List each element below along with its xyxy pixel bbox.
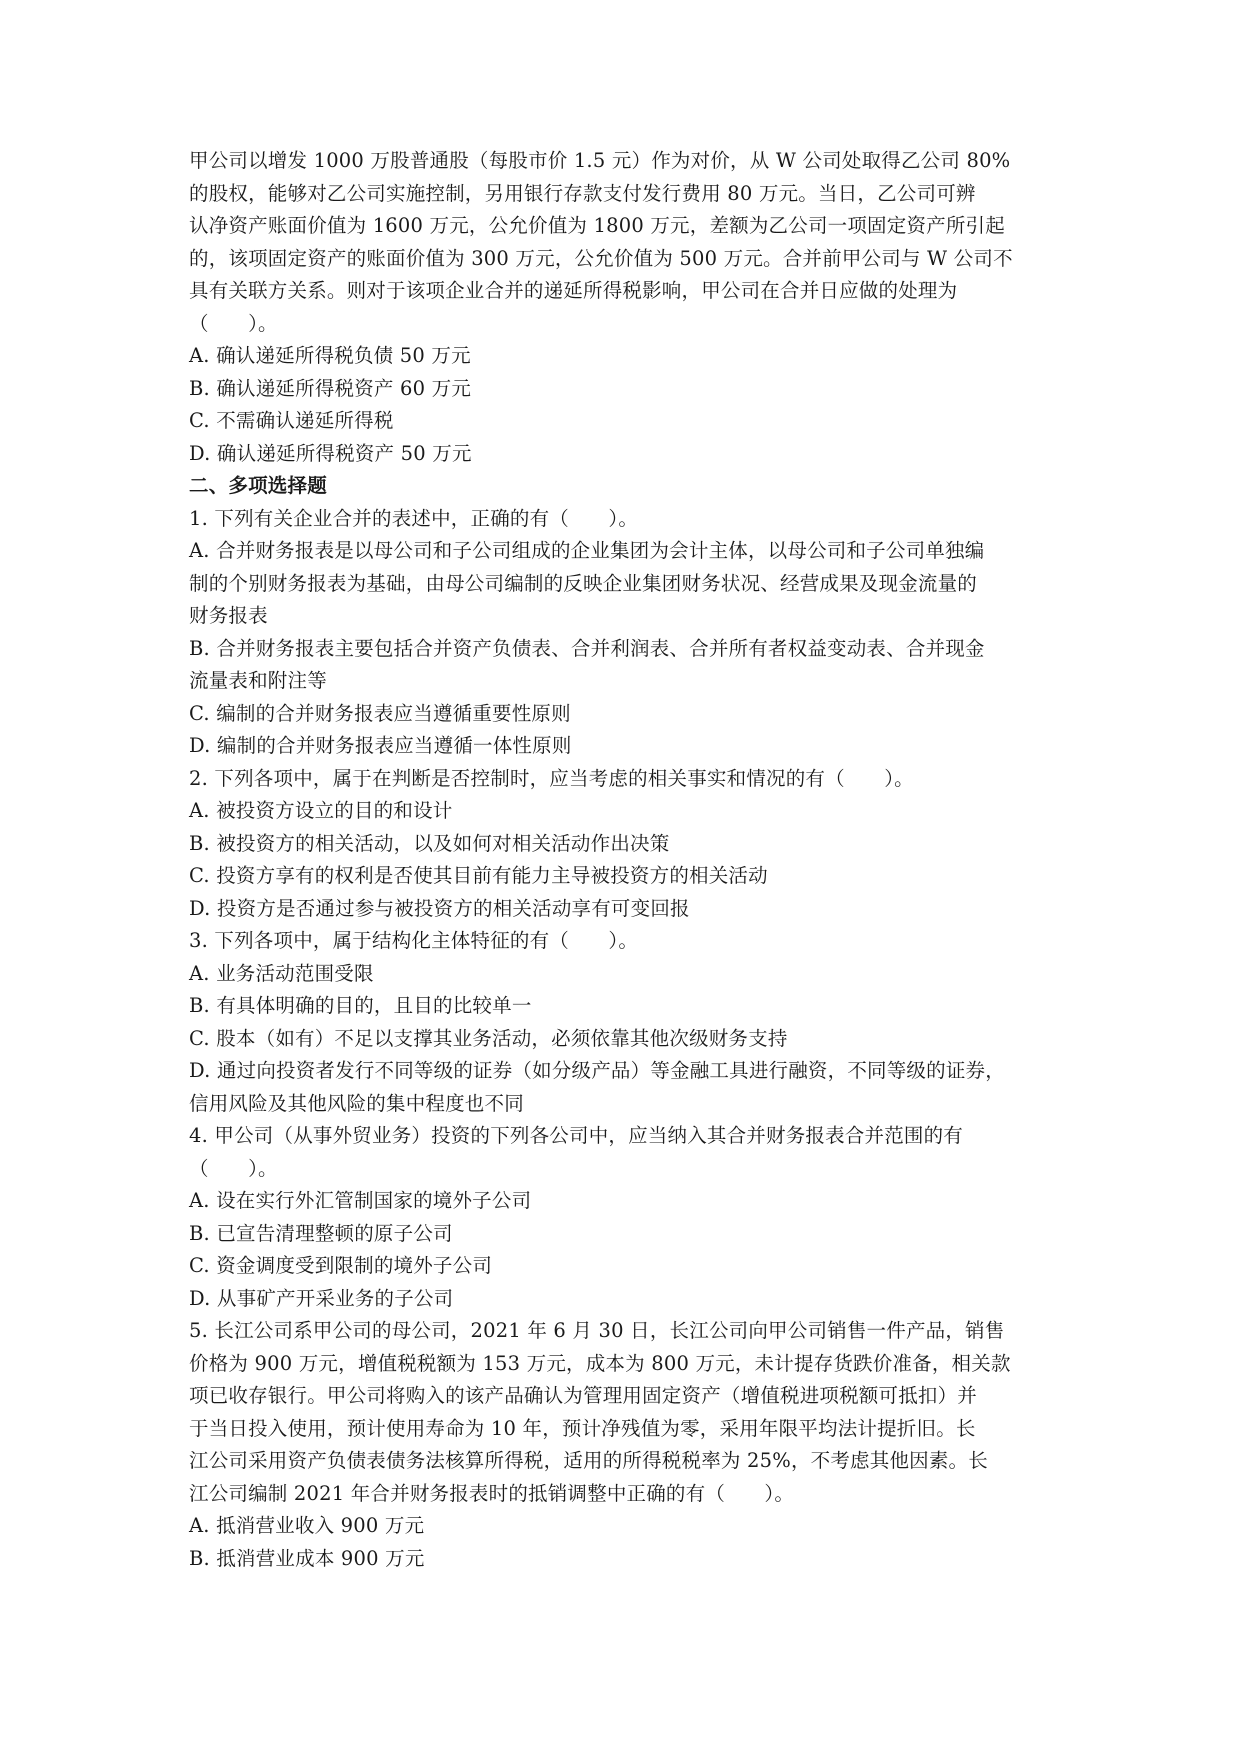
option-d: D. 通过向投资者发行不同等级的证券（如分级产品）等金融工具进行融资，不同等级的证券， (189, 1059, 1005, 1082)
option-a-cont: 财务报表 (189, 604, 268, 627)
option-c: C. 编制的合并财务报表应当遵循重要性原则 (189, 701, 571, 725)
option-d-cont: 信用风险及其他风险的集中程度也不同 (189, 1091, 524, 1115)
question-stem-cont: 价格为 900 万元，增值税税额为 153 万元，成本为 800 万元，未计提存货跌价准备，相关款 (189, 1351, 1011, 1375)
question-3 (189, 925, 1054, 1120)
option-a: A. 抵消营业收入 900 万元 (189, 1514, 425, 1537)
option-c: C. 股本（如有）不足以支撑其业务活动，必须依靠其他次级财务支持 (189, 1026, 788, 1050)
option-b-cont: 流量表和附注等 (189, 669, 327, 692)
option-c: C. 资金调度受到限制的境外子公司 (189, 1254, 493, 1277)
question-stem: 5. 长江公司系甲公司的母公司，2021 年 6 月 30 日，长江公司向甲公司销售一件产品，销售 (189, 1319, 1005, 1342)
question-stem-cont: 江公司采用资产负债表债务法核算所得税，适用的所得税税率为 25%，不考虑其他因素。长 (189, 1449, 988, 1472)
option-b: B. 被投资方的相关活动，以及如何对相关活动作出决策 (189, 831, 670, 855)
option-a: A. 合并财务报表是以母公司和子公司组成的企业集团为会计主体，以母公司和子公司单独编 (189, 539, 985, 562)
question-stem: 3. 下列各项中，属于结构化主体特征的有（ ）。 (189, 929, 639, 952)
question-stem: 1. 下列有关企业合并的表述中，正确的有（ ）。 (189, 506, 639, 530)
document-page (189, 145, 1054, 1575)
question-stem: 4. 甲公司（从事外贸业务）投资的下列各公司中，应当纳入其合并财务报表合并范围的有 (189, 1124, 964, 1147)
question-stem: 2. 下列各项中，属于在判断是否控制时，应当考虑的相关事实和情况的有（ ）。 (189, 766, 914, 790)
option-d: D. 投资方是否通过参与被投资方的相关活动享有可变回报 (189, 896, 690, 920)
section-heading: 二、多项选择题 (189, 474, 327, 497)
intro-line: 认净资产账面价值为 1600 万元，公允价值为 1800 万元，差额为乙公司一项固定资产所引起 (189, 214, 1005, 237)
intro-line: 的股权，能够对乙公司实施控制，另用银行存款支付发行费用 80 万元。当日，乙公司可辨 (189, 181, 976, 205)
option-d: D. 从事矿产开采业务的子公司 (189, 1286, 454, 1310)
option-a: A. 设在实行外汇管制国家的境外子公司 (189, 1189, 532, 1212)
question-2 (189, 763, 1054, 926)
question-4 (189, 1120, 1054, 1315)
question-stem-cont: 江公司编制 2021 年合并财务报表时的抵销调整中正确的有（ ）。 (189, 1481, 795, 1505)
question-1 (189, 503, 1054, 763)
intro-option-d: D. 确认递延所得税资产 50 万元 (189, 441, 472, 465)
option-a-cont: 制的个别财务报表为基础，由母公司编制的反映企业集团财务状况、经营成果及现金流量的 (189, 571, 978, 595)
intro-line: 具有关联方关系。则对于该项企业合并的递延所得税影响，甲公司在合并日应做的处理为 (189, 279, 958, 302)
question-5 (189, 1315, 1054, 1575)
option-b: B. 抵消营业成本 900 万元 (189, 1546, 425, 1570)
option-b: B. 有具体明确的目的，且目的比较单一 (189, 994, 532, 1017)
option-a: A. 被投资方设立的目的和设计 (189, 799, 453, 822)
intro-option-b: B. 确认递延所得税资产 60 万元 (189, 376, 472, 400)
intro-line: （ ）。 (189, 311, 278, 335)
option-b: B. 合并财务报表主要包括合并资产负债表、合并利润表、合并所有者权益变动表、合并现金 (189, 636, 985, 660)
option-d: D. 编制的合并财务报表应当遵循一体性原则 (189, 734, 572, 757)
question-stem-cont: 项已收存银行。甲公司将购入的该产品确认为管理用固定资产（增值税进项税额可抵扣）并 (189, 1384, 978, 1407)
intro-line: 甲公司以增发 1000 万股普通股（每股市价 1.5 元）作为对价，从 W 公司处取得乙公司 80% (189, 149, 1011, 172)
option-a: A. 业务活动范围受限 (189, 961, 374, 985)
intro-option-a: A. 确认递延所得税负债 50 万元 (189, 344, 471, 367)
intro-line: 的，该项固定资产的账面价值为 300 万元，公允价值为 500 万元。合并前甲公司与 W 公司不 (189, 246, 1013, 270)
option-b: B. 已宣告清理整顿的原子公司 (189, 1221, 453, 1245)
option-c: C. 投资方享有的权利是否使其目前有能力主导被投资方的相关活动 (189, 864, 768, 887)
question-stem-cont: 于当日投入使用，预计使用寿命为 10 年，预计净残值为零，采用年限平均法计提折旧。长 (189, 1416, 976, 1440)
intro-question (189, 145, 1054, 470)
intro-option-c: C. 不需确认递延所得税 (189, 409, 394, 432)
question-stem-cont: （ ）。 (189, 1156, 278, 1180)
